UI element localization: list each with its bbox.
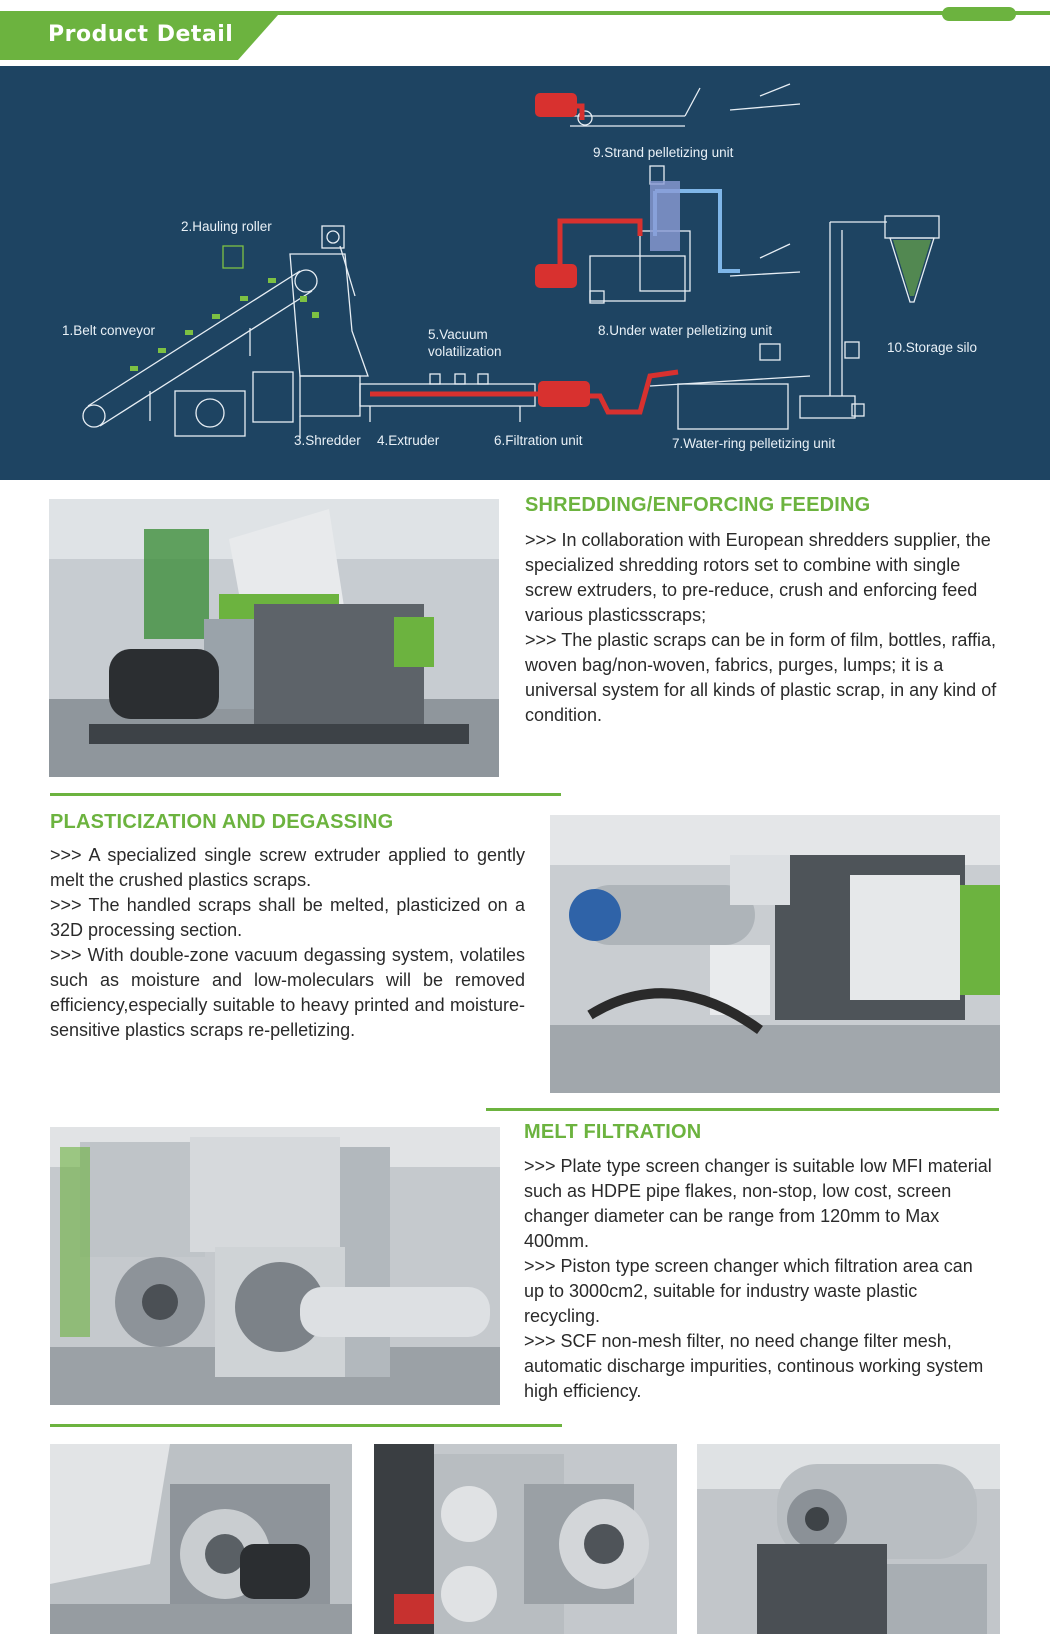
plate-screen-changer-photo <box>50 1444 352 1634</box>
section-title-plasticization: PLASTICIZATION AND DEGASSING <box>50 811 394 833</box>
scf-filter-photo <box>697 1444 1000 1634</box>
section-divider <box>50 1424 562 1427</box>
section-text-melt-filtration <box>524 1154 996 1404</box>
diagram-label-extruder: 4.Extruder <box>377 433 440 448</box>
process-flow-illustration <box>0 66 1050 480</box>
diagram-label-filtration: 6.Filtration unit <box>494 433 583 448</box>
diagram-label-storage-silo: 10.Storage silo <box>887 340 978 355</box>
diagram-label-under-water: 8.Under water pelletizing unit <box>598 323 773 338</box>
shredder-photo <box>49 499 499 777</box>
paragraph-shredding-2: >>> The plastic scraps can be in form of film, bottles, raffia, woven bag/non-woven, fabrics, purges, lumps; it is a universal system for all kinds of plastic scrap, in any kind of condition. <box>525 630 997 725</box>
piston-screen-changer-photo <box>374 1444 677 1634</box>
section-divider <box>50 793 561 796</box>
section-text-plasticization <box>50 843 525 1043</box>
section-text-shredding <box>525 528 997 728</box>
diagram-label-hauling-roller: 2.Hauling roller <box>181 219 272 234</box>
page-title: Product Detail <box>48 22 234 47</box>
plastic-flakes <box>130 278 319 371</box>
paragraph-plasticization-2: >>> The handled scraps shall be melted, plasticized on a 32D processing section. <box>50 895 525 940</box>
paragraph-plasticization-1: >>> A specialized single screw extruder applied to gently melt the crushed plastics scraps. <box>50 845 525 890</box>
water-ring-illustration <box>650 344 810 429</box>
hauling-roller-illustration <box>223 226 355 296</box>
extruder-photo <box>550 815 1000 1093</box>
paragraph-filtration-1: >>> Plate type screen changer is suitable low MFI material such as HDPE pipe flakes, non-stop, low cost, screen changer diameter can be range from 120mm to Max 400mm. <box>524 1156 992 1251</box>
diagram-label-water-ring: 7.Water-ring pelletizing unit <box>672 436 836 451</box>
paragraph-filtration-2: >>> Piston type screen changer which filtration area can up to 3000cm2, suitable for industry waste plastic recycling. <box>524 1256 973 1326</box>
paragraph-plasticization-3: >>> With double-zone vacuum degassing system, volatiles such as moisture and low-moleculars will be removed efficiency,especially suitable to heavy printed and moisture-sensitive plastics scraps re-pelletizing. <box>50 945 525 1040</box>
product-detail-header <box>0 0 1050 64</box>
process-diagram <box>0 66 1050 480</box>
section-title-melt-filtration: MELT FILTRATION <box>524 1121 702 1143</box>
screen-changer-photo <box>50 1127 500 1405</box>
section-title-shredding: SHREDDING/ENFORCING FEEDING <box>525 494 871 516</box>
extruder-illustration <box>360 374 535 422</box>
diagram-label-belt-conveyor: 1.Belt conveyor <box>62 323 156 338</box>
diagram-label-strand: 9.Strand pelletizing unit <box>593 145 734 160</box>
section-divider <box>486 1108 999 1111</box>
paragraph-shredding-1: >>> In collaboration with European shredders supplier, the specialized shredding rotors set to combine with single screw extruders, to pre-reduce, crush and enforcing feed various plasticsscraps; <box>525 530 991 625</box>
diagram-label-shredder: 3.Shredder <box>294 433 361 448</box>
strand-illustration <box>570 84 800 126</box>
paragraph-filtration-3: >>> SCF non-mesh filter, no need change filter mesh, automatic discharge impurities, continous working system high efficiency. <box>524 1331 984 1401</box>
diagram-label-vacuum: 5.Vacuum volatilization <box>428 327 502 359</box>
underwater-illustration <box>590 166 800 303</box>
